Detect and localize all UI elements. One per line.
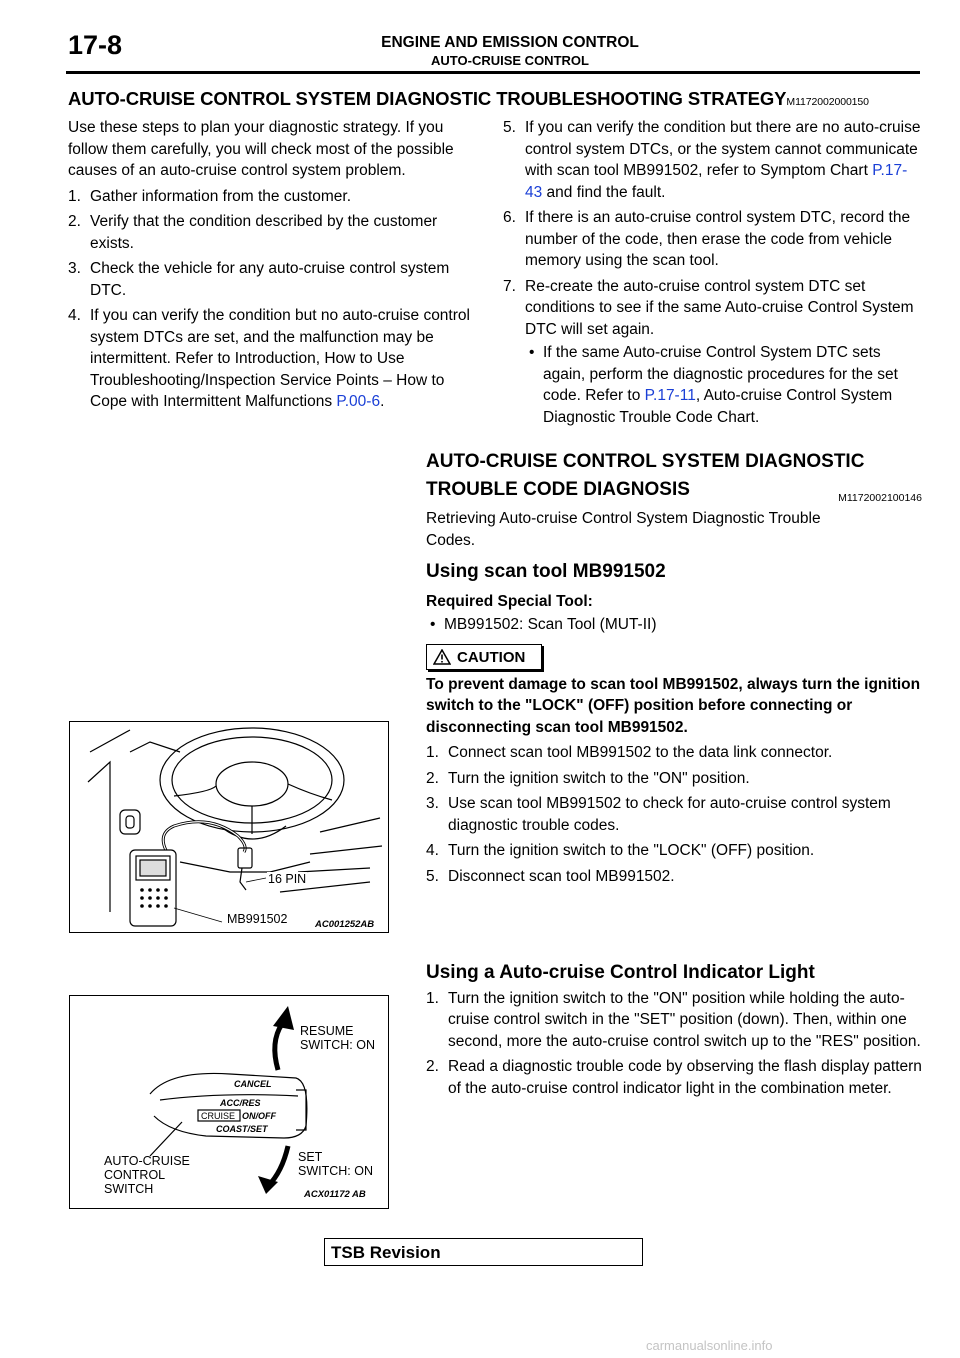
switch-label: AUTO-CRUISE CONTROL SWITCH — [104, 1154, 190, 1196]
section1-code: M1172002000150 — [786, 96, 869, 108]
onoff-text: ON/OFF — [242, 1111, 276, 1121]
section1-left-column — [68, 117, 480, 413]
list-item: • MB991502: Scan Tool (MUT-II) — [426, 614, 922, 636]
list-item: • If the same Auto-cruise Control System DTC sets again, perform the diagnostic procedures for the set code. Refer to P.17-11, Auto-cruise Control System Diagnostic Trouble Code Chart. — [529, 344, 898, 426]
cruise-text: CRUISE — [201, 1111, 236, 1121]
list-item: 2. Turn the ignition switch to the "ON" position. — [426, 769, 750, 787]
cancel-text: CANCEL — [234, 1079, 272, 1089]
figure2-code: ACX01172 AB — [304, 1189, 366, 1200]
header-subtitle: AUTO-CRUISE CONTROL — [431, 53, 589, 68]
label-mb991502: MB991502 — [227, 912, 288, 926]
section1-steps-left — [68, 186, 480, 413]
scan-tool-heading: Using scan tool MB991502 — [426, 561, 666, 582]
list-item: 2. Verify that the condition described by the customer exists. — [68, 213, 438, 252]
figure1-code: AC001252AB — [315, 919, 375, 930]
link-p17-11[interactable]: P.17-11 — [644, 387, 696, 404]
section1-intro: Use these steps to plan your diagnostic strategy. If you follow them carefully, you will check most of the possible causes of an auto-cruise control system problem. — [68, 119, 454, 179]
set-label: SET SWITCH: ON — [298, 1150, 373, 1178]
label-16-pin: 16 PIN — [268, 872, 307, 886]
caution-text: To prevent damage to scan tool MB991502, always turn the ignition switch to the "LOCK" (OFF) position before connecting or disconnecting scan tool MB991502. — [426, 675, 921, 736]
list-item: 1. Turn the ignition switch to the "ON" position while holding the auto-cruise control switch in the "SET" position (down). Then, within one second, more the auto-cruise control switch up to the "RES" position. — [426, 989, 921, 1050]
section1-title — [68, 88, 869, 110]
caution-box — [426, 644, 542, 671]
section2-intro: Retrieving Auto-cruise Control System Diagnostic Trouble Codes. — [426, 510, 821, 549]
bullet-dot: • — [529, 344, 535, 361]
list-item: 3. Check the vehicle for any auto-cruise control system DTC. — [68, 260, 450, 299]
dashboard-illustration — [70, 722, 388, 932]
list-item: 1. Connect scan tool MB991502 to the data link connector. — [426, 744, 833, 762]
link-p17-43[interactable]: P.17-43 — [525, 162, 908, 201]
list-item: 2. Read a diagnostic trouble code by observing the flash display pattern of the auto-cruise control indicator light in the combination meter. — [426, 1058, 922, 1097]
list-item: 4. If you can verify the condition but no auto-cruise control system DTCs are set, and the malfunction may be intermittent. Refer to Introduction, How to Use Troubleshooting/Inspection Service Points – How to Cope with Intermittent Malfunctions P.00-6. — [68, 307, 470, 410]
tsb-revision-box: TSB Revision — [324, 1238, 643, 1266]
coastset-text: COAST/SET — [216, 1124, 268, 1134]
section2-code: M1172002100146 — [838, 492, 922, 504]
section1-title-text: AUTO-CRUISE CONTROL SYSTEM DIAGNOSTIC TROUBLESHOOTING STRATEGY — [68, 88, 787, 109]
light-steps — [426, 988, 922, 1100]
list-item: 6. If there is an auto-cruise control system DTC, record the number of the code, then erase the code from vehicle memory using the scan tool. — [503, 209, 911, 269]
caution-box-wrapper — [426, 644, 922, 672]
warning-triangle-icon — [433, 649, 451, 665]
list-item: 5. If you can verify the condition but there are no auto-cruise control system DTCs, or the system cannot communicate with scan tool MB991502, refer to Symptom Chart P.17-43 and find the fault. — [503, 119, 921, 201]
bullet-dot: • — [430, 616, 436, 633]
list-item: 4. Turn the ignition switch to the "LOCK" (OFF) position. — [426, 842, 815, 860]
required-tool-list — [426, 614, 922, 636]
cruise-switch-figure — [69, 995, 389, 1209]
list-item: 7. Re-create the auto-cruise control system DTC set conditions to see if the same Auto-cruise Control System DTC will set again. • If the same Auto-cruise Control System DTC sets again, perform the diagnostic procedures for the set code. Refer to P.17-11, Auto-cruise Control System Diagnostic Trouble Code Chart. — [503, 276, 923, 429]
section1-steps-right — [503, 117, 923, 428]
list-item: 5. Disconnect scan tool MB991502. — [426, 867, 675, 885]
list-item: 3. Use scan tool MB991502 to check for auto-cruise control system diagnostic trouble codes. — [426, 795, 891, 834]
page-number: 17-8 — [68, 30, 123, 60]
indicator-light-column — [426, 962, 922, 1099]
header-title: ENGINE AND EMISSION CONTROL — [381, 34, 639, 51]
link-p00-6[interactable]: P.00-6 — [336, 393, 381, 410]
indicator-light-heading: Using a Auto-cruise Control Indicator Light — [426, 962, 815, 983]
resume-label: RESUME SWITCH: ON — [300, 1024, 375, 1052]
list-item: 1. Gather information from the customer. — [68, 187, 352, 205]
section1-right-column — [503, 117, 923, 428]
section2-column — [426, 448, 922, 887]
header-rule — [66, 71, 920, 74]
caution-label: CAUTION — [457, 648, 526, 666]
required-tool-label: Required Special Tool: — [426, 592, 593, 610]
accres-text: ACC/RES — [220, 1098, 261, 1108]
watermark: carmanualsonline.info — [646, 1338, 773, 1353]
scan-tool-figure — [69, 721, 389, 933]
bullet-list — [525, 342, 923, 428]
scan-steps — [426, 742, 922, 887]
section2-title: AUTO-CRUISE CONTROL SYSTEM DIAGNOSTIC TROUBLE CODE DIAGNOSIS M1172002100146 — [426, 448, 922, 504]
